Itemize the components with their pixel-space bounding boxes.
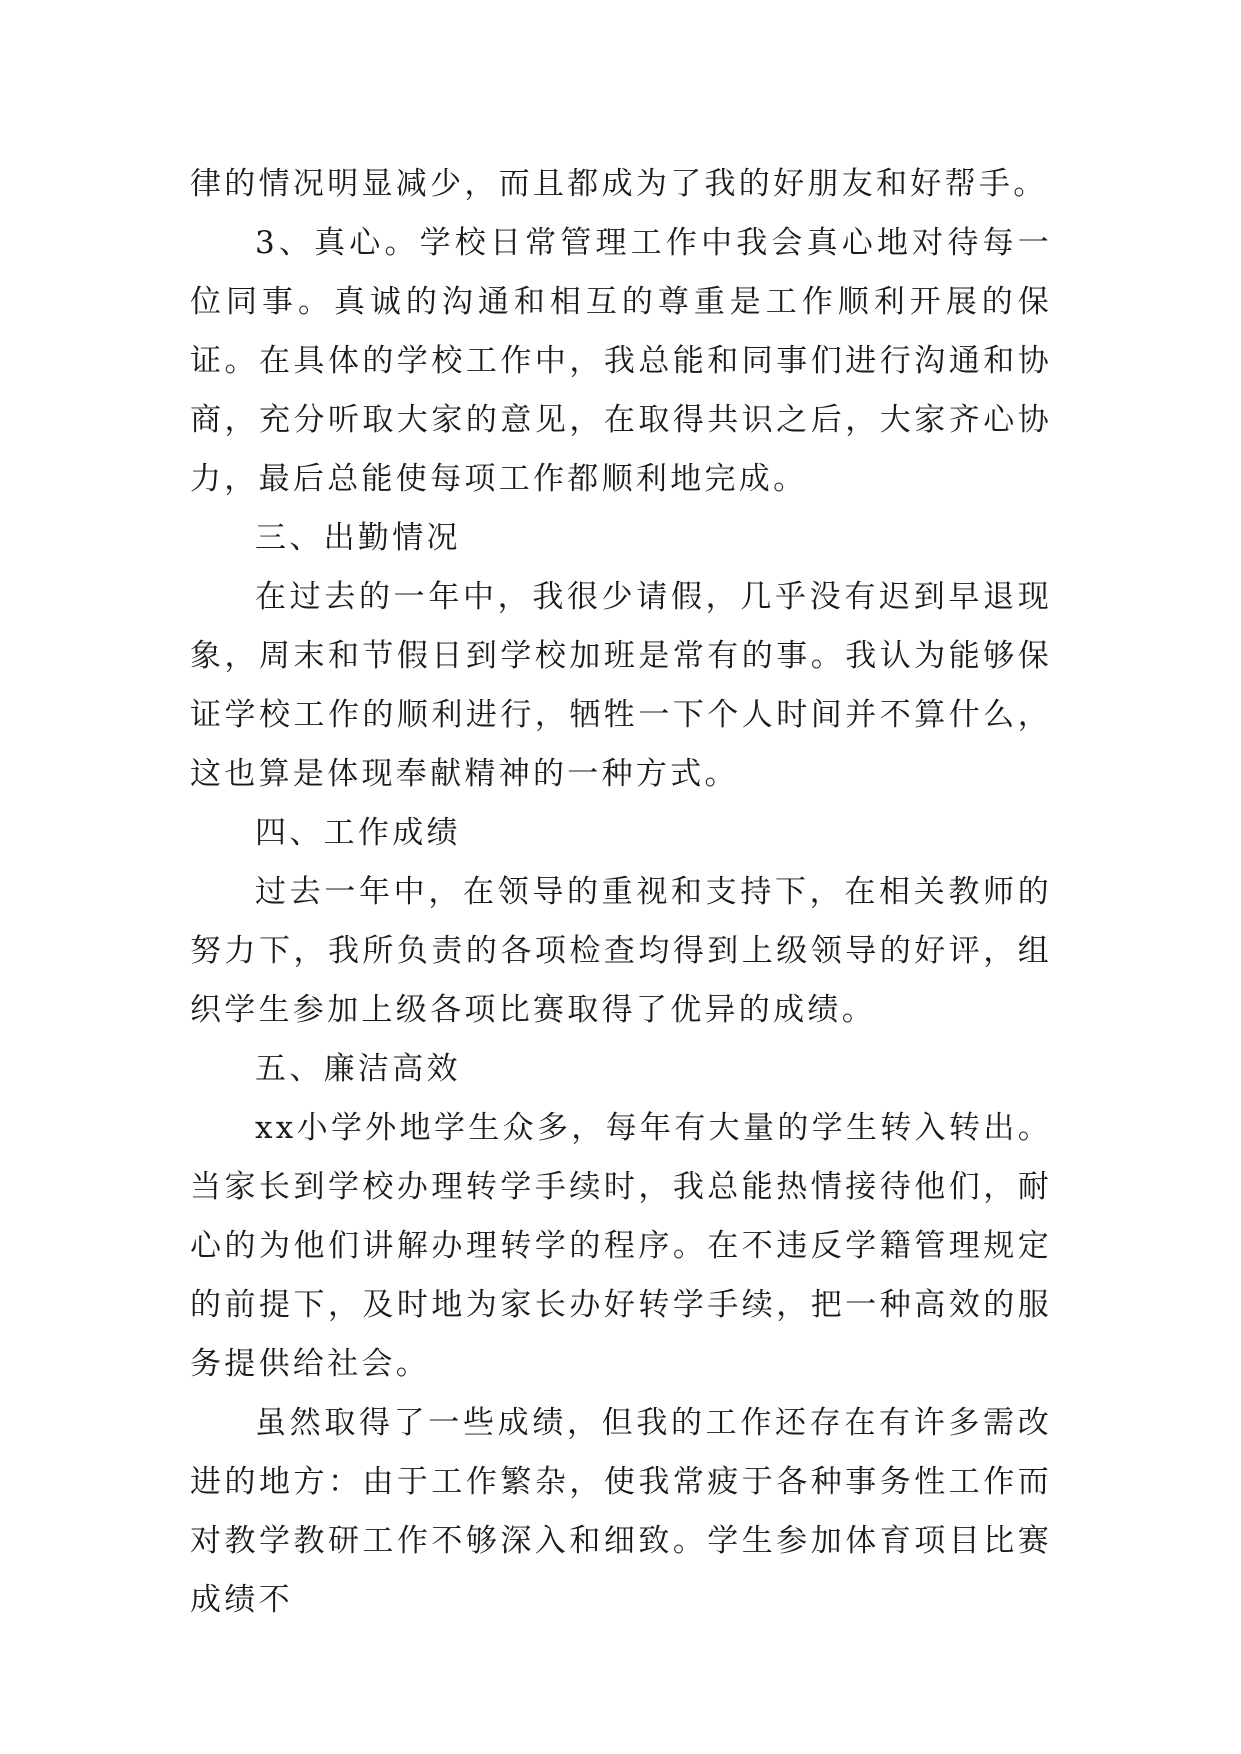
paragraph-continuation: 律的情况明显减少，而且都成为了我的好朋友和好帮手。 bbox=[190, 166, 1048, 202]
heading-attendance: 三、出勤情况 bbox=[255, 520, 461, 556]
paragraph-improvements: 虽然取得了一些成绩，但我的工作还存在有许多需改进的地方：由于工作繁杂，使我常疲于各种事务性工作而对教学教研工作不够深入和细致。学生参加体育项目比赛成绩不 bbox=[190, 1405, 1052, 1618]
document-body bbox=[190, 155, 1052, 1630]
paragraph-sincerity: 3、真心。学校日常管理工作中我会真心地对待每一位同事。真诚的沟通和相互的尊重是工作顺利开展的保证。在具体的学校工作中，我总能和同事们进行沟通和协商，充分听取大家的意见，在取得共识之后，大家齐心协力，最后总能使每项工作都顺利地完成。 bbox=[190, 225, 1052, 497]
paragraph-integrity: xx小学外地学生众多，每年有大量的学生转入转出。当家长到学校办理转学手续时，我总能热情接待他们，耐心的为他们讲解办理转学的程序。在不违反学籍管理规定的前提下，及时地为家长办好转学手续，把一种高效的服务提供给社会。 bbox=[190, 1110, 1052, 1382]
paragraph-attendance: 在过去的一年中，我很少请假，几乎没有迟到早退现象，周末和节假日到学校加班是常有的事。我认为能够保证学校工作的顺利进行，牺牲一下个人时间并不算什么，这也算是体现奉献精神的一种方式。 bbox=[190, 579, 1052, 792]
heading-integrity: 五、廉洁高效 bbox=[255, 1051, 461, 1087]
paragraph-achievements: 过去一年中，在领导的重视和支持下，在相关教师的努力下，我所负责的各项检查均得到上级领导的好评，组织学生参加上级各项比赛取得了优异的成绩。 bbox=[190, 874, 1052, 1028]
heading-achievements: 四、工作成绩 bbox=[255, 815, 461, 851]
